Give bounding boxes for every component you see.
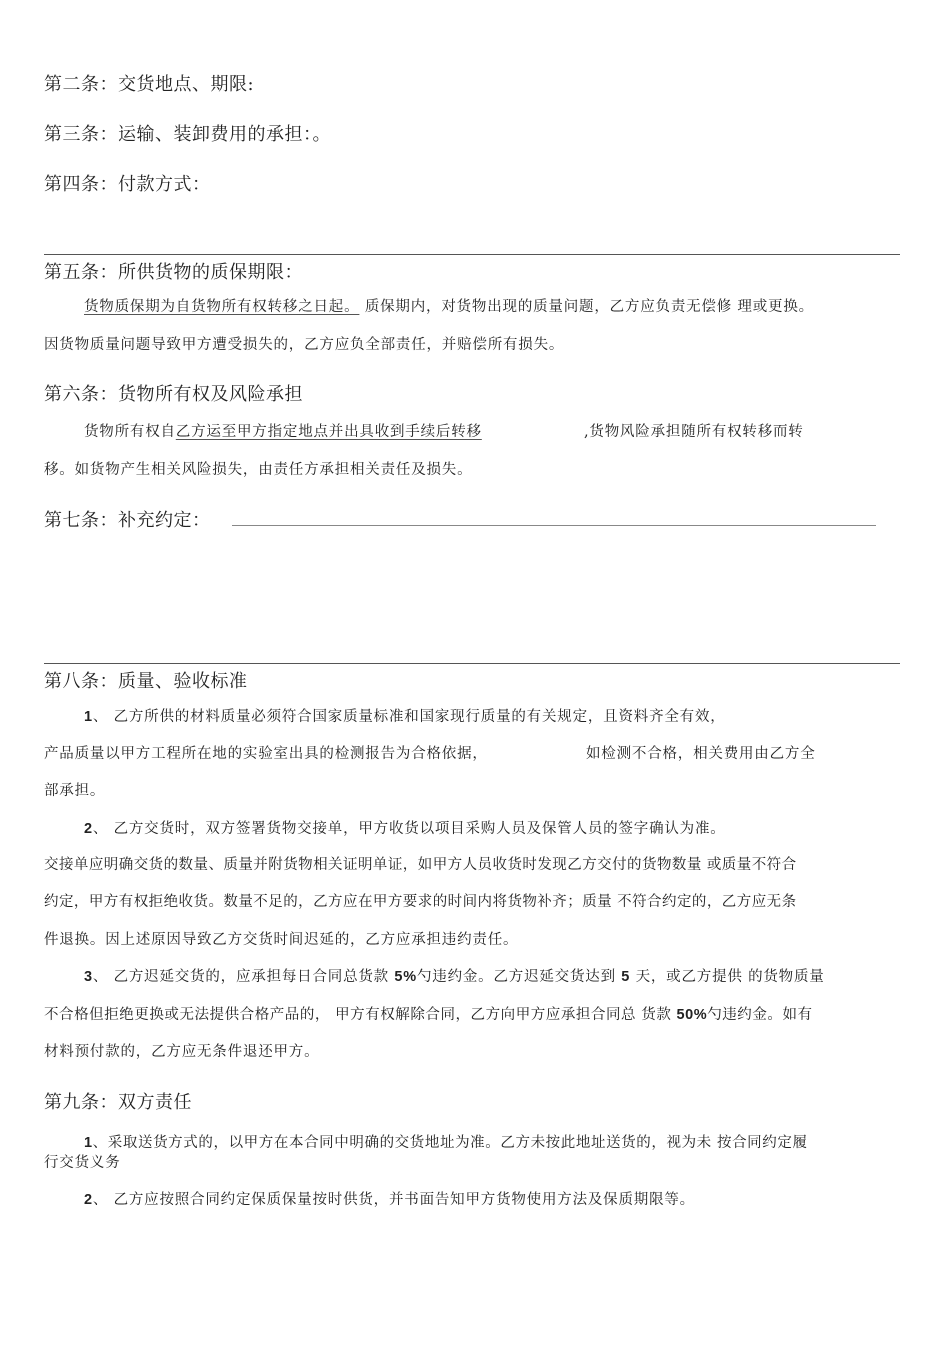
- item-text: 、 乙方迟延交货的，应承担每日合同总货款: [92, 969, 395, 985]
- item-text: 、 乙方交货时，双方签署货物交接单，甲方收货以项目采购人员及保管人员的签字确认为准。: [92, 821, 726, 837]
- article-6-line-1-rest: ,货物风险承担随所有权转移而转: [584, 424, 804, 440]
- article-8-item-1-line-2b: 如检测不合格，相关费用由乙方全: [586, 746, 816, 762]
- item-text: 勺违约金。如有: [707, 1007, 813, 1023]
- item-number: 1: [84, 1135, 93, 1151]
- article-2-title: 第二条：交货地点、期限:: [44, 74, 255, 95]
- article-7-title: 第七条：补充约定：: [44, 510, 211, 531]
- article-8-item-1-line-2a: 产品质量以甲方工程所在地的实验室出具的检测报告为合格依据，: [44, 746, 488, 762]
- section-divider: [44, 663, 900, 664]
- article-8-item-3-line-3: 材料预付款的，乙方应无条件退还甲方。: [44, 1044, 320, 1060]
- item-text: 、采取送货方式的，以甲方在本合同中明确的交货地址为准。乙方未按此地址送货的，视为未 按合同约定履: [92, 1135, 808, 1151]
- item-text: 、 乙方应按照合同约定保质保量按时供货，并书面告知甲方货物使用方法及保质期限等。: [92, 1192, 695, 1208]
- warranty-period-text: 货物质保期为自货物所有权转移之日起。: [84, 299, 360, 315]
- supplement-blank-line[interactable]: [232, 525, 876, 526]
- section-divider: [44, 254, 900, 255]
- article-8-title: 第八条：质量、验收标准: [44, 671, 248, 692]
- article-5-line-2: 因货物质量问题导致甲方遭受损失的，乙方应负全部责任，并赔偿所有损失。: [44, 337, 565, 353]
- termination-penalty-percent: 50%: [676, 1007, 708, 1023]
- article-8-item-3-line-2: [44, 1003, 813, 1024]
- article-5-line-1-rest: 质保期内，对货物出现的质量问题，乙方应负责无偿修 理或更换。: [364, 299, 814, 315]
- article-5-line-1: [84, 295, 814, 316]
- article-9-item-2-line-1: [84, 1188, 695, 1209]
- article-8-item-3-line-1: [84, 965, 825, 986]
- article-6-line-2: 移。如货物产生相关风险损失，由责任方承担相关责任及损失。: [44, 462, 473, 478]
- item-number: 3: [84, 969, 93, 985]
- article-8-item-2-line-4: 件退换。因上述原因导致乙方交货时间迟延的，乙方应承担违约责任。: [44, 932, 519, 948]
- item-number: 2: [84, 1192, 93, 1208]
- article-9-item-1-line-2: 行交货义务: [44, 1155, 121, 1171]
- item-text: 勺违约金。乙方迟延交货达到: [416, 969, 622, 985]
- article-8-item-2-line-2: 交接单应明确交货的数量、质量并附货物相关证明单证，如甲方人员收货时发现乙方交付的货物数量 或质量不符合: [44, 857, 797, 873]
- article-9-item-1-line-1: [84, 1131, 808, 1152]
- item-number: 2: [84, 821, 93, 837]
- item-text: 、 乙方所供的材料质量必须符合国家质量标准和国家现行质量的有关规定，且资料齐全有效，: [92, 709, 726, 725]
- article-9-title: 第九条：双方责任: [44, 1092, 192, 1113]
- item-number: 1: [84, 709, 93, 725]
- article-8-item-2-line-3: 约定，甲方有权拒绝收货。数量不足的，乙方应在甲方要求的时间内将货物补齐；质量 不符合约定的，乙方应无条: [44, 894, 797, 910]
- article-6-title: 第六条：货物所有权及风险承担: [44, 384, 303, 405]
- article-8-item-1-line-1: [84, 705, 726, 726]
- daily-penalty-percent: 5%: [394, 969, 417, 985]
- article-8-item-2-line-1: [84, 817, 726, 838]
- delay-days: 5: [621, 969, 631, 985]
- article-8-item-1-line-3: 部承担。: [44, 783, 106, 799]
- article-5-title: 第五条：所供货物的质保期限：: [44, 262, 303, 283]
- ownership-transfer-text: 乙方运至甲方指定地点并出具收到手续后转移: [175, 424, 482, 440]
- item-text: 天，或乙方提供 的货物质量: [630, 969, 825, 985]
- article-3-title: 第三条：运输、装卸费用的承担：。: [44, 124, 331, 145]
- article-6-prefix: 货物所有权自: [84, 424, 176, 440]
- article-6-line-1: [84, 420, 482, 441]
- item-text: 不合格但拒绝更换或无法提供合格产品的， 甲方有权解除合同，乙方向甲方应承担合同总 货款: [44, 1007, 677, 1023]
- article-4-title: 第四条：付款方式：: [44, 174, 211, 195]
